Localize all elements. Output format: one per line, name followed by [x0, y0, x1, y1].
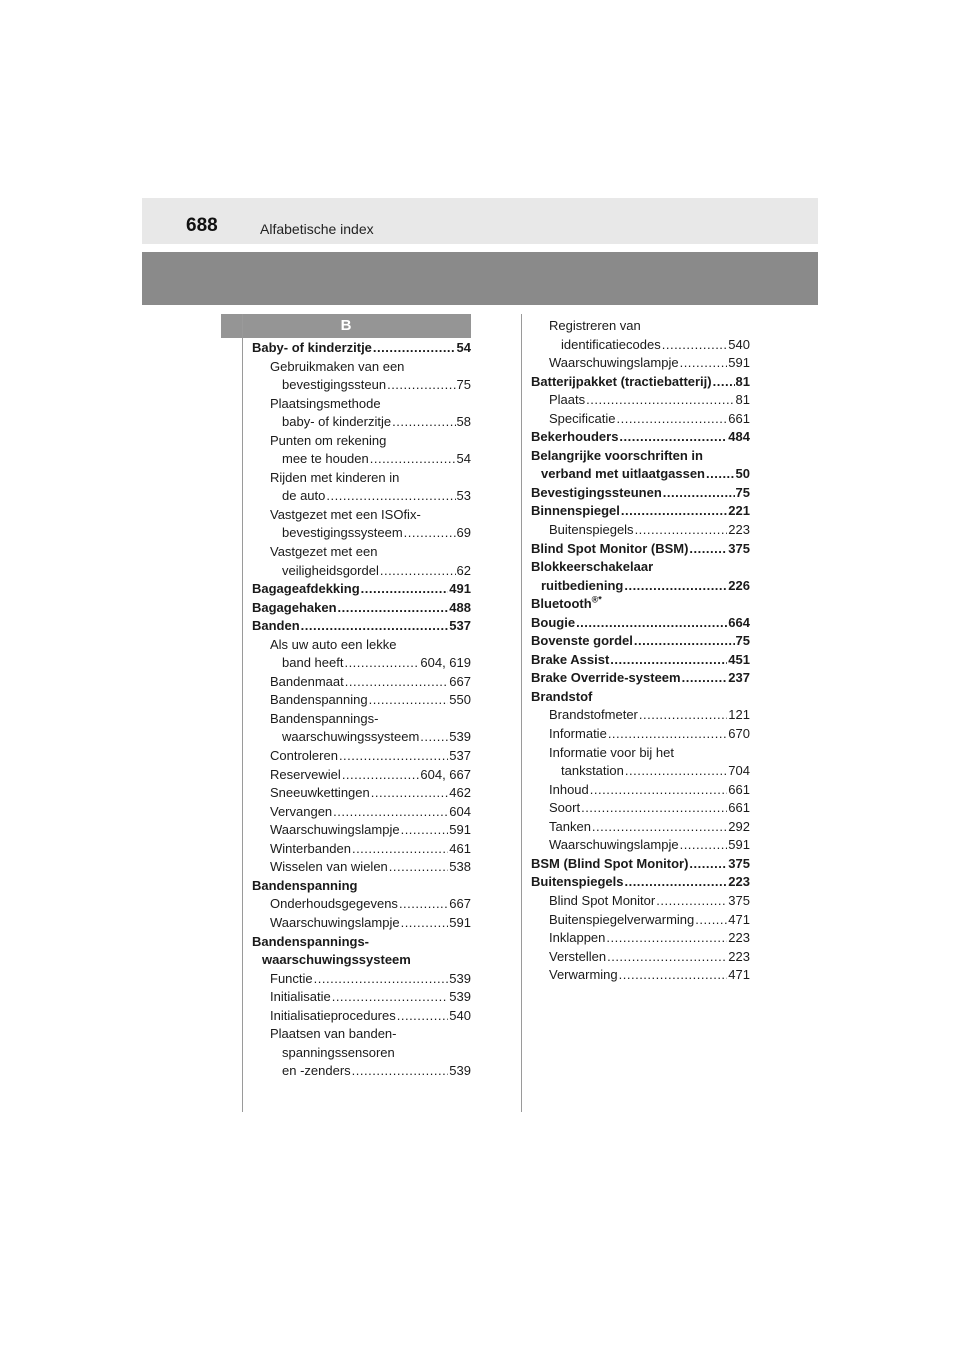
index-entry — [252, 821, 471, 840]
index-subheading: Bandenspannings- — [270, 710, 379, 726]
entry-term: Winterbanden — [270, 840, 351, 856]
index-entry — [252, 580, 471, 599]
entry-page: 375 — [728, 892, 750, 908]
dot-leader — [342, 766, 420, 785]
dot-leader — [656, 892, 727, 911]
dot-leader — [610, 651, 727, 670]
entry-page: 537 — [449, 618, 471, 634]
dot-leader — [338, 599, 449, 618]
entry-term: Baby- of kinderzitje — [252, 340, 372, 355]
dot-leader — [592, 818, 727, 837]
entry-term: Buitenspiegelverwarming — [549, 911, 695, 927]
entry-page: 488 — [449, 599, 471, 615]
index-entry — [531, 651, 750, 670]
entry-page: 223 — [728, 522, 750, 538]
page-number: 688 — [186, 215, 218, 236]
entry-page: 81 — [735, 392, 750, 408]
dot-leader — [392, 413, 455, 432]
entry-term: Bovenste gordel — [531, 633, 633, 649]
index-entry — [252, 450, 471, 469]
index-entry — [252, 803, 471, 822]
dot-leader — [619, 428, 727, 447]
entry-term: Tanken — [549, 818, 591, 834]
entry-term: Buitenspiegels — [531, 874, 624, 890]
entry-term: Bevestigingssteunen — [531, 484, 662, 500]
dot-leader — [606, 929, 727, 948]
dot-leader — [344, 654, 419, 673]
index-entry — [252, 599, 471, 618]
entry-page: 491 — [449, 581, 471, 597]
index-subheading: Informatie voor bij het — [549, 744, 675, 760]
entry-term: Inhoud — [549, 781, 589, 797]
index-entry — [531, 911, 750, 930]
dot-leader — [301, 617, 449, 636]
entry-term: verband met uitlaatgassen — [541, 466, 705, 482]
entry-term: Brake Override-systeem — [531, 670, 681, 686]
entry-page: 539 — [449, 970, 471, 986]
header-band — [142, 198, 818, 244]
index-entry — [252, 747, 471, 766]
dot-leader — [695, 911, 727, 930]
dot-leader — [371, 784, 449, 803]
entry-page: 537 — [449, 748, 471, 764]
index-entry — [531, 373, 750, 392]
dot-leader — [590, 781, 728, 800]
entry-page: 54 — [456, 451, 471, 467]
entry-term: Waarschuwingslampje — [549, 355, 679, 371]
entry-term: mee te houden — [282, 451, 369, 467]
dot-leader — [399, 895, 448, 914]
index-heading: Bandenspanning — [252, 877, 358, 893]
dot-leader — [352, 840, 448, 859]
index-entry — [531, 669, 750, 688]
index-entry — [531, 873, 750, 892]
entry-term: Inklappen — [549, 930, 606, 946]
entry-term: Waarschuwingslampje — [270, 914, 400, 930]
index-entry — [252, 784, 471, 803]
index-entry — [531, 521, 750, 540]
index-column-right — [531, 317, 750, 985]
index-entry — [531, 428, 750, 447]
entry-page: 221 — [728, 503, 750, 519]
entry-page: 461 — [449, 840, 471, 856]
entry-page: 661 — [728, 781, 750, 797]
entry-term: bevestigingssteun — [282, 377, 387, 393]
entry-term: Bagagehaken — [252, 599, 337, 615]
index-entry — [252, 914, 471, 933]
index-subheading: Gebruikmaken van een — [270, 358, 405, 374]
entry-term: Binnenspiegel — [531, 503, 620, 519]
entry-page: 540 — [728, 336, 750, 352]
entry-term: BSM (Blind Spot Monitor) — [531, 855, 689, 871]
index-entry — [252, 970, 471, 989]
dot-leader — [339, 747, 448, 766]
index-entry — [252, 617, 471, 636]
entry-term: Waarschuwingslampje — [549, 837, 679, 853]
entry-page: 604 — [449, 803, 471, 819]
entry-page: 75 — [735, 484, 750, 500]
dot-leader — [706, 465, 735, 484]
index-entry — [252, 988, 471, 1007]
dot-leader — [639, 706, 727, 725]
entry-term: de auto — [282, 488, 326, 504]
entry-term: identificatiecodes — [561, 336, 661, 352]
entry-page: 62 — [456, 562, 471, 578]
index-entry — [252, 840, 471, 859]
entry-page: 292 — [728, 818, 750, 834]
index-subheading: Registreren van — [549, 318, 641, 333]
index-entry — [531, 614, 750, 633]
index-entry — [252, 339, 471, 358]
entry-term: Specificatie — [549, 410, 616, 426]
index-subheading: Als uw auto een lekke — [270, 636, 397, 652]
entry-page: 54 — [456, 340, 471, 355]
index-entry — [531, 855, 750, 874]
dot-leader — [576, 614, 727, 633]
dot-leader — [387, 376, 455, 395]
dot-leader — [662, 336, 728, 355]
entry-page: 661 — [728, 800, 750, 816]
dot-leader — [625, 762, 727, 781]
index-entry — [252, 691, 471, 710]
entry-term: Verstellen — [549, 948, 607, 964]
dot-leader — [389, 858, 449, 877]
dot-leader — [634, 632, 735, 651]
index-entry — [252, 562, 471, 581]
entry-page: 538 — [449, 859, 471, 875]
dot-leader — [333, 803, 448, 822]
index-entry — [531, 948, 750, 967]
entry-page: 540 — [449, 1007, 471, 1023]
index-subheading: Punten om rekening — [270, 432, 387, 448]
entry-term: Bougie — [531, 614, 576, 630]
entry-term: Initialisatieprocedures — [270, 1007, 396, 1023]
index-subheading: Rijden met kinderen in — [270, 469, 400, 485]
entry-page: 591 — [728, 837, 750, 853]
dot-leader — [607, 948, 727, 967]
index-entry — [531, 892, 750, 911]
column-rule-middle — [521, 314, 522, 1112]
entry-term: Blind Spot Monitor (BSM) — [531, 540, 689, 556]
dot-leader — [370, 450, 456, 469]
index-entry — [531, 762, 750, 781]
entry-term: Initialisatie — [270, 989, 331, 1005]
entry-page: 58 — [456, 414, 471, 430]
entry-page: 604, 619 — [420, 655, 471, 671]
index-entry — [252, 1007, 471, 1026]
entry-page: 223 — [728, 948, 750, 964]
dot-leader — [689, 855, 727, 874]
entry-term: Blind Spot Monitor — [549, 892, 656, 908]
entry-page: 667 — [449, 673, 471, 689]
entry-term: baby- of kinderzitje — [282, 414, 392, 430]
dot-leader — [581, 799, 727, 818]
index-entry — [252, 413, 471, 432]
index-subheading: Plaatsingsmethode — [270, 395, 381, 411]
entry-term: Sneeuwkettingen — [270, 785, 370, 801]
index-entry — [531, 725, 750, 744]
entry-page: 375 — [728, 855, 750, 871]
entry-page: 451 — [728, 651, 750, 667]
trademark-footnote-mark: ®* — [591, 594, 602, 605]
entry-term: Brake Assist — [531, 651, 610, 667]
index-entry — [531, 799, 750, 818]
dot-leader — [420, 728, 448, 747]
index-entry — [252, 654, 471, 673]
entry-page: 591 — [449, 822, 471, 838]
entry-term: waarschuwingssysteem — [282, 729, 420, 745]
dot-leader — [619, 966, 728, 985]
entry-page: 53 — [456, 488, 471, 504]
entry-page: 664 — [728, 614, 750, 630]
entry-term: Functie — [270, 970, 313, 986]
entry-term: Soort — [549, 800, 581, 816]
index-entry — [531, 391, 750, 410]
entry-page: 539 — [449, 729, 471, 745]
index-entry — [252, 858, 471, 877]
entry-term: Bluetooth — [531, 596, 592, 612]
dot-leader — [689, 540, 727, 559]
entry-page: 462 — [449, 785, 471, 801]
dot-leader — [624, 577, 727, 596]
index-entry — [531, 354, 750, 373]
index-entry — [531, 540, 750, 559]
entry-page: 471 — [728, 911, 750, 927]
dot-leader — [616, 410, 727, 429]
index-entry — [531, 706, 750, 725]
entry-page: 121 — [728, 707, 750, 723]
index-heading: Bandenspannings- — [252, 933, 370, 949]
entry-page: 81 — [735, 373, 750, 389]
index-entry — [252, 1062, 471, 1081]
entry-term: Onderhoudsgegevens — [270, 896, 398, 912]
index-entry — [531, 781, 750, 800]
entry-page: 591 — [449, 914, 471, 930]
column-rule-left — [242, 314, 243, 1112]
entry-term: Plaats — [549, 392, 586, 408]
dot-leader — [586, 391, 734, 410]
entry-page: 75 — [735, 633, 750, 649]
dot-leader — [624, 873, 727, 892]
dot-leader — [332, 988, 449, 1007]
index-entry — [531, 484, 750, 503]
dot-leader — [361, 580, 449, 599]
entry-term: Controleren — [270, 748, 338, 764]
index-entry — [531, 966, 750, 985]
entry-page: 591 — [728, 355, 750, 371]
entry-term: Brandstofmeter — [549, 707, 638, 723]
index-entry — [252, 766, 471, 785]
entry-page: 50 — [735, 466, 750, 482]
entry-page: 550 — [449, 692, 471, 708]
index-subheading: Plaatsen van banden- — [270, 1026, 397, 1042]
entry-term: bevestigingssysteem — [282, 525, 403, 541]
index-entry — [531, 818, 750, 837]
entry-term: Informatie — [549, 726, 607, 742]
entry-term: Buitenspiegels — [549, 522, 634, 538]
entry-term: en -zenders — [282, 1063, 351, 1079]
dot-leader — [314, 970, 449, 989]
entry-page: 223 — [728, 874, 750, 890]
entry-term: Bandenmaat — [270, 673, 344, 689]
entry-page: 375 — [728, 540, 750, 556]
entry-term: band heeft — [282, 655, 344, 671]
index-subheading: Vastgezet met een — [270, 544, 378, 560]
entry-term: Bandenspanning — [270, 692, 368, 708]
dot-leader — [713, 373, 735, 392]
index-heading: waarschuwingssysteem — [262, 952, 411, 968]
dot-leader — [373, 339, 456, 358]
index-entry — [531, 336, 750, 355]
entry-term: Reservewiel — [270, 766, 341, 782]
dot-leader — [663, 484, 735, 503]
entry-term: Waarschuwingslampje — [270, 822, 400, 838]
dot-leader — [352, 1062, 449, 1081]
index-entry — [252, 524, 471, 543]
entry-term: Wisselen van wielen — [270, 859, 388, 875]
dot-leader — [369, 691, 449, 710]
index-entry — [531, 410, 750, 429]
index-heading: Brandstof — [531, 688, 593, 704]
dot-leader — [345, 673, 449, 692]
index-heading: Blokkeerschakelaar — [531, 559, 654, 575]
letter-banner: B — [221, 314, 471, 338]
index-column-left — [252, 339, 471, 1081]
index-heading — [531, 595, 750, 614]
index-subheading: Vastgezet met een ISOfix- — [270, 506, 421, 522]
dot-leader — [680, 354, 728, 373]
index-entry — [531, 836, 750, 855]
dot-leader — [401, 821, 449, 840]
entry-page: 539 — [449, 989, 471, 1005]
dot-leader — [680, 836, 728, 855]
section-title: Alfabetische index — [260, 221, 374, 237]
dot-leader — [621, 502, 727, 521]
entry-page: 226 — [728, 577, 750, 593]
index-entry — [252, 673, 471, 692]
entry-term: tankstation — [561, 763, 624, 779]
entry-page: 604, 667 — [420, 766, 471, 782]
dot-leader — [404, 524, 456, 543]
index-entry — [252, 895, 471, 914]
index-heading: Belangrijke voorschriften in — [531, 447, 703, 463]
entry-term: ruitbediening — [541, 577, 624, 593]
index-subheading: spanningssensoren — [282, 1044, 395, 1060]
entry-term: Bekerhouders — [531, 429, 619, 445]
entry-page: 667 — [449, 896, 471, 912]
index-entry — [531, 632, 750, 651]
entry-term: veiligheidsgordel — [282, 562, 379, 578]
dot-leader — [682, 669, 728, 688]
index-entry — [252, 487, 471, 506]
index-entry — [531, 502, 750, 521]
dot-leader — [401, 914, 449, 933]
entry-page: 661 — [728, 410, 750, 426]
dot-leader — [608, 725, 727, 744]
dot-leader — [380, 562, 456, 581]
dot-leader — [397, 1007, 449, 1026]
index-entry — [531, 577, 750, 596]
index-entry — [531, 465, 750, 484]
dot-leader — [635, 521, 728, 540]
entry-term: Verwarming — [549, 967, 618, 983]
entry-page: 237 — [728, 670, 750, 686]
index-entry — [252, 728, 471, 747]
entry-page: 223 — [728, 930, 750, 946]
index-entry — [252, 376, 471, 395]
entry-page: 539 — [449, 1063, 471, 1079]
entry-term: Banden — [252, 618, 300, 634]
entry-page: 75 — [456, 377, 471, 393]
entry-page: 670 — [728, 726, 750, 742]
entry-page: 69 — [456, 525, 471, 541]
index-entry — [531, 929, 750, 948]
entry-page: 484 — [728, 429, 750, 445]
entry-term: Bagageafdekking — [252, 581, 360, 597]
entry-page: 704 — [728, 763, 750, 779]
entry-page: 471 — [728, 967, 750, 983]
header-bar — [142, 252, 818, 305]
entry-term: Batterijpakket (tractiebatterij) — [531, 373, 712, 389]
entry-term: Vervangen — [270, 803, 333, 819]
dot-leader — [326, 487, 455, 506]
